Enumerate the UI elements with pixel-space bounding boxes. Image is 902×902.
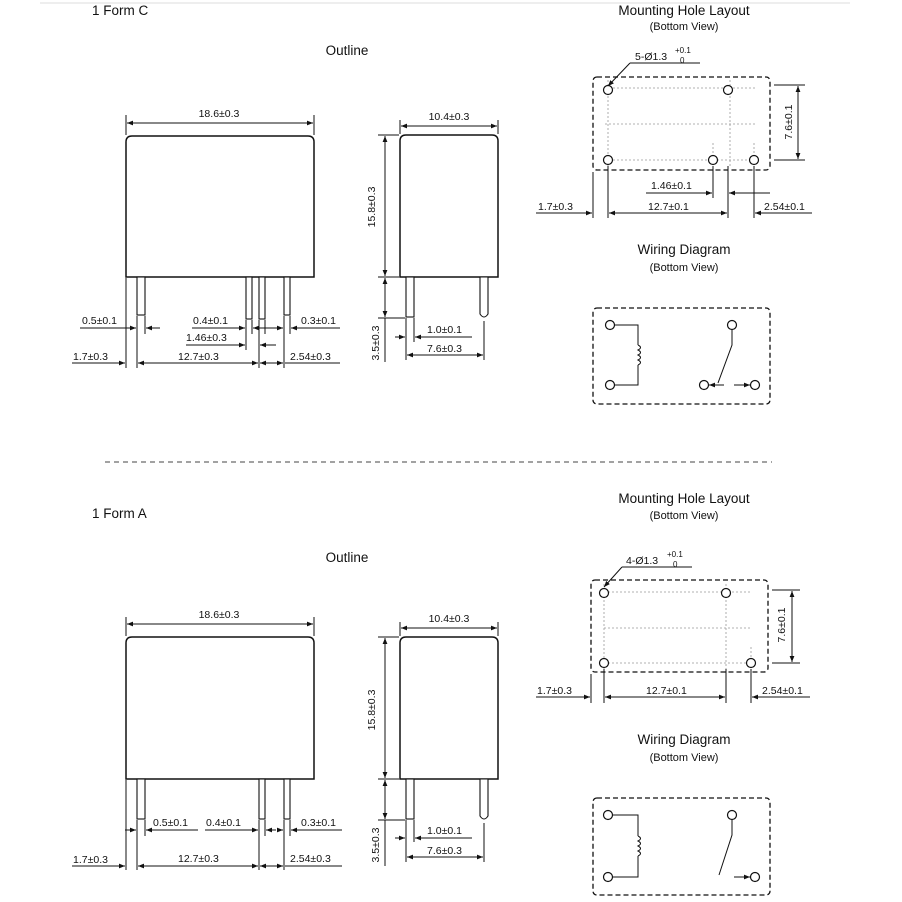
- dim-mh-main: 12.7±0.1: [646, 685, 687, 697]
- dim-mh-row: 7.6±0.1: [776, 607, 788, 643]
- switch-contact-icon: [719, 820, 732, 875]
- wiring-diagram: [593, 732, 770, 895]
- holes-label: 4-Ø1.3: [626, 555, 659, 567]
- terminal: [751, 873, 760, 882]
- terminal: [604, 873, 613, 882]
- coil-lead: [615, 365, 638, 385]
- tolerance-zero: 0: [680, 56, 685, 65]
- relay-body-side: [400, 637, 498, 779]
- tolerance-plus: +0.1: [675, 46, 691, 55]
- dim-mh-small: 1.46±0.1: [651, 180, 692, 192]
- dim-height: 15.8±0.3: [366, 186, 378, 228]
- coil-lead: [613, 815, 638, 836]
- dim-pitch-end: 2.54±0.3: [290, 853, 331, 865]
- dim-pin-thickness: 1.0±0.1: [427, 825, 462, 837]
- dim-mh-main: 12.7±0.1: [648, 201, 689, 213]
- dim-pin-width-1: 0.5±0.1: [153, 817, 188, 829]
- dim-length: 18.6±0.3: [198, 609, 240, 621]
- wiring-dashed-box: [593, 308, 770, 404]
- heading-form-c: 1 Form C: [92, 3, 149, 18]
- wiring-diagram: [593, 242, 770, 404]
- tolerance-zero: 0: [673, 560, 678, 569]
- mounting-hole: [604, 156, 613, 165]
- dim-mh-end: 2.54±0.1: [764, 201, 805, 213]
- switch-contact-icon: [718, 330, 732, 383]
- terminal: [751, 381, 760, 390]
- pin-front: [284, 277, 290, 315]
- dim-height: 15.8±0.3: [366, 689, 378, 731]
- dim-pin-width-2: 0.4±0.1: [206, 817, 241, 829]
- dim-pin-width-2: 0.4±0.1: [193, 315, 228, 327]
- dim-pin-length: 3.5±0.3: [370, 827, 382, 863]
- mounting-hole: [709, 156, 718, 165]
- outline-title: Outline: [325, 43, 369, 58]
- coil-lead: [613, 856, 638, 877]
- pin-side: [406, 277, 414, 317]
- mounting-hole: [604, 86, 613, 95]
- front-view: [72, 108, 340, 368]
- front-view: [72, 609, 342, 870]
- wiring-title: Wiring Diagram: [637, 242, 731, 257]
- dim-pitch-main: 12.7±0.3: [178, 853, 219, 865]
- dim-pin-length: 3.5±0.3: [370, 325, 382, 361]
- pin-front: [259, 779, 265, 819]
- outline-dashed-box: [593, 77, 770, 170]
- dim-mh-edge: 1.7±0.3: [537, 685, 572, 697]
- pin-side: [480, 779, 488, 819]
- terminal: [606, 381, 615, 390]
- pin-front: [284, 779, 290, 819]
- dim-mh-end: 2.54±0.1: [762, 685, 803, 697]
- side-view: [366, 111, 498, 362]
- dim-edge: 1.7±0.3: [73, 854, 108, 866]
- dim-width: 10.4±0.3: [428, 111, 470, 123]
- terminal: [700, 381, 709, 390]
- mounting-title: Mounting Hole Layout: [618, 3, 750, 18]
- relay-body-front: [126, 136, 314, 277]
- pin-front: [137, 779, 145, 819]
- wiring-subtitle: (Bottom View): [649, 752, 719, 764]
- terminal: [606, 321, 615, 330]
- wiring-subtitle: (Bottom View): [649, 262, 719, 274]
- mounting-hole-layout: [536, 3, 812, 218]
- dim-mh-edge: 1.7±0.3: [538, 201, 573, 213]
- relay-body-front: [126, 637, 314, 779]
- dim-pin-width-3: 0.3±0.1: [301, 315, 336, 327]
- outline-title: Outline: [325, 550, 369, 565]
- dim-pitch-end: 2.54±0.3: [290, 351, 331, 363]
- pin-front: [259, 277, 265, 319]
- wiring-title: Wiring Diagram: [637, 732, 731, 747]
- dim-edge: 1.7±0.3: [73, 351, 108, 363]
- relay-body-side: [400, 135, 498, 277]
- dim-pin-width-1: 0.5±0.1: [82, 315, 117, 327]
- heading-form-a: 1 Form A: [92, 506, 147, 521]
- pin-front: [137, 277, 145, 315]
- dim-pin-width-3: 0.3±0.1: [301, 817, 336, 829]
- pin-front: [246, 277, 252, 319]
- dim-pin-thickness: 1.0±0.1: [427, 324, 462, 336]
- terminal: [604, 811, 613, 820]
- dim-width: 10.4±0.3: [428, 613, 470, 625]
- pin-side: [480, 277, 488, 317]
- mounting-subtitle: (Bottom View): [649, 21, 719, 33]
- dim-pitch-main: 12.7±0.3: [178, 351, 219, 363]
- dim-row-pitch: 7.6±0.3: [427, 343, 462, 355]
- terminal: [728, 811, 737, 820]
- outline-dashed-box: [591, 580, 768, 672]
- coil-lead: [615, 325, 638, 345]
- dim-pitch-small: 1.46±0.3: [186, 332, 227, 344]
- pin-side: [406, 779, 414, 819]
- dim-row-pitch: 7.6±0.3: [427, 845, 462, 857]
- mounting-title: Mounting Hole Layout: [618, 491, 750, 506]
- mounting-hole: [724, 86, 733, 95]
- mounting-hole: [600, 659, 609, 668]
- tolerance-plus: +0.1: [667, 550, 683, 559]
- coil-icon: [638, 345, 641, 365]
- mounting-hole-layout: [536, 491, 810, 703]
- section-1-form-a: [72, 491, 810, 895]
- mounting-hole: [747, 659, 756, 668]
- dim-mh-row: 7.6±0.1: [783, 104, 795, 140]
- side-view: [366, 613, 498, 866]
- dim-length: 18.6±0.3: [198, 108, 240, 120]
- wiring-dashed-box: [593, 798, 770, 895]
- section-1-form-c: [72, 3, 812, 404]
- mounting-hole: [750, 156, 759, 165]
- mounting-hole: [722, 589, 731, 598]
- mounting-subtitle: (Bottom View): [649, 510, 719, 522]
- holes-label: 5-Ø1.3: [635, 51, 668, 63]
- terminal: [728, 321, 737, 330]
- mounting-hole: [600, 589, 609, 598]
- coil-icon: [638, 836, 641, 856]
